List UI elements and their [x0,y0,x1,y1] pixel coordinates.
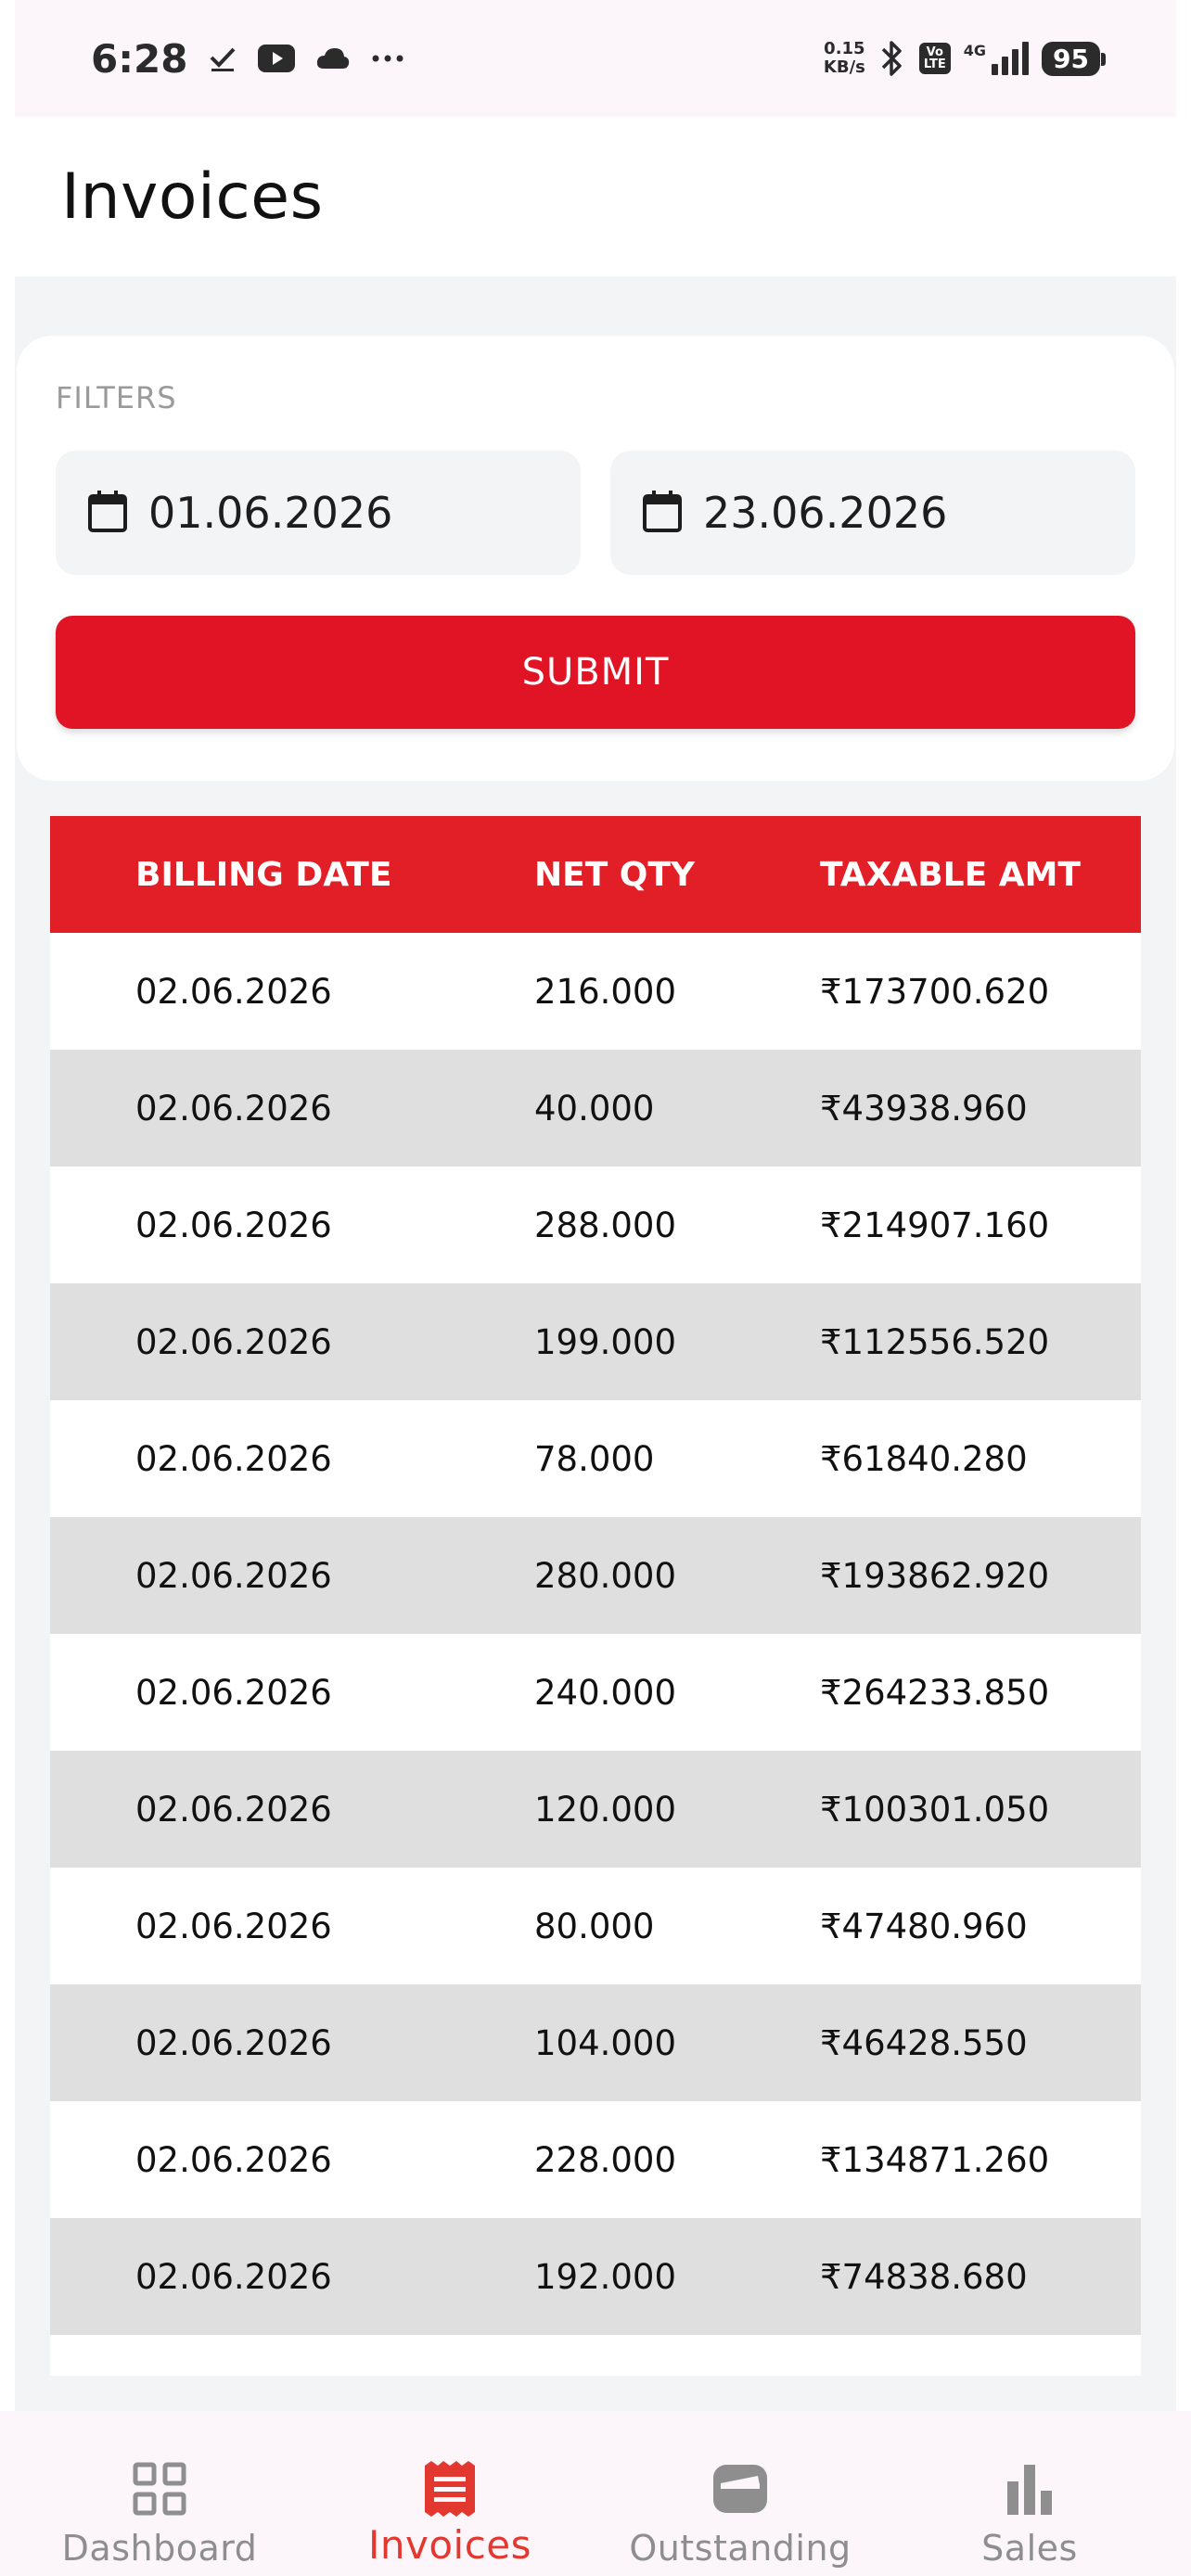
battery-indicator: 95 [1042,42,1100,76]
cell-taxable-amt: ₹173700.620 [820,971,1050,1012]
volte-line1: Vo [926,45,943,59]
table-row[interactable] [50,1050,1141,1167]
to-date-value: 23.06.2026 [703,488,948,538]
volte-line2: LTE [923,57,946,71]
cell-billing-date: 02.06.2026 [135,1555,332,1596]
table-row[interactable] [50,1868,1141,1984]
column-net-qty[interactable]: NET QTY [534,855,696,894]
nav-label-invoices: Invoices [367,2522,532,2568]
to-date-field[interactable] [610,451,1135,575]
cell-taxable-amt: ₹43938.960 [820,1088,1028,1129]
cell-taxable-amt: ₹61840.280 [820,1438,1028,1479]
cell-taxable-amt: ₹47480.960 [820,1906,1028,1946]
network-type: 4G [963,42,987,59]
cell-net-qty: 228.000 [534,2139,677,2180]
cell-net-qty: 199.000 [534,1321,677,1362]
table-body [50,933,1141,2335]
status-left [91,36,404,82]
table-header [50,816,1141,933]
table-row[interactable] [50,1751,1141,1868]
cell-net-qty: 288.000 [534,1205,677,1245]
cell-net-qty: 78.000 [534,1438,655,1479]
calendar-icon [642,489,683,537]
youtube-icon [258,45,295,72]
table-row[interactable] [50,1517,1141,1634]
filter-card [17,336,1174,781]
cell-net-qty: 120.000 [534,1789,677,1830]
net-speed [824,40,865,77]
cell-billing-date: 02.06.2026 [135,1672,332,1713]
cell-taxable-amt: ₹214907.160 [820,1205,1050,1245]
bottom-nav [0,2411,1191,2576]
cell-taxable-amt: ₹264233.850 [820,1672,1050,1713]
cell-net-qty: 192.000 [534,2256,677,2297]
table-row[interactable] [50,933,1141,1050]
cell-net-qty: 216.000 [534,971,677,1012]
nav-label-dashboard: Dashboard [61,2528,258,2569]
from-date-value: 01.06.2026 [148,488,393,538]
cell-taxable-amt: ₹112556.520 [820,1321,1050,1362]
bar-chart-icon [1004,2459,1056,2519]
check-icon [208,44,237,73]
status-right [824,39,1100,78]
invoices-table [50,816,1141,2376]
table-row[interactable] [50,1283,1141,1400]
cell-billing-date: 02.06.2026 [135,1088,332,1129]
volte-badge [919,43,951,74]
cell-taxable-amt: ₹193862.920 [820,1555,1050,1596]
status-bar [15,0,1176,117]
signal-indicator [964,42,1029,75]
status-time: 6:28 [91,35,188,82]
nav-outstanding[interactable] [610,2411,870,2576]
cell-billing-date: 02.06.2026 [135,1205,332,1245]
cell-net-qty: 104.000 [534,2022,677,2063]
cell-billing-date: 02.06.2026 [135,1906,332,1946]
nav-label-outstanding: Outstanding [629,2528,852,2569]
cell-taxable-amt: ₹100301.050 [820,1789,1050,1830]
nav-dashboard[interactable] [30,2411,289,2576]
app-header [15,117,1176,276]
cell-net-qty: 80.000 [534,1906,655,1946]
bluetooth-icon [878,39,906,78]
nav-invoices[interactable] [320,2411,580,2576]
cell-billing-date: 02.06.2026 [135,1438,332,1479]
signal-bars-icon [992,42,1029,75]
cell-billing-date: 02.06.2026 [135,1321,332,1362]
grid-icon [132,2459,187,2519]
filters-label: FILTERS [56,380,177,415]
table-row[interactable] [50,2218,1141,2335]
wallet-icon [711,2459,769,2519]
cell-net-qty: 280.000 [534,1555,677,1596]
cell-taxable-amt: ₹134871.260 [820,2139,1050,2180]
cell-billing-date: 02.06.2026 [135,2139,332,2180]
table-row[interactable] [50,1400,1141,1517]
cell-billing-date: 02.06.2026 [135,971,332,1012]
cell-billing-date: 02.06.2026 [135,2256,332,2297]
cell-billing-date: 02.06.2026 [135,2022,332,2063]
nav-sales[interactable] [900,2411,1159,2576]
table-row[interactable] [50,1634,1141,1751]
table-row[interactable] [50,1167,1141,1283]
cloud-icon [315,46,351,70]
cell-net-qty: 40.000 [534,1088,655,1129]
column-billing-date[interactable]: BILLING DATE [135,855,392,894]
table-row[interactable] [50,2101,1141,2218]
cell-net-qty: 240.000 [534,1672,677,1713]
more-icon [371,54,404,63]
cell-taxable-amt: ₹46428.550 [820,2022,1028,2063]
table-row[interactable] [50,1984,1141,2101]
from-date-field[interactable] [56,451,581,575]
receipt-icon [423,2459,477,2519]
cell-billing-date: 02.06.2026 [135,1789,332,1830]
net-speed-unit: KB/s [823,57,865,77]
column-taxable-amt[interactable]: TAXABLE AMT [820,855,1081,894]
submit-button[interactable]: SUBMIT [56,616,1135,729]
page-title: Invoices [61,159,324,234]
cell-taxable-amt: ₹74838.680 [820,2256,1028,2297]
calendar-icon [87,489,128,537]
net-speed-value: 0.15 [824,39,865,58]
nav-label-sales: Sales [981,2528,1078,2569]
